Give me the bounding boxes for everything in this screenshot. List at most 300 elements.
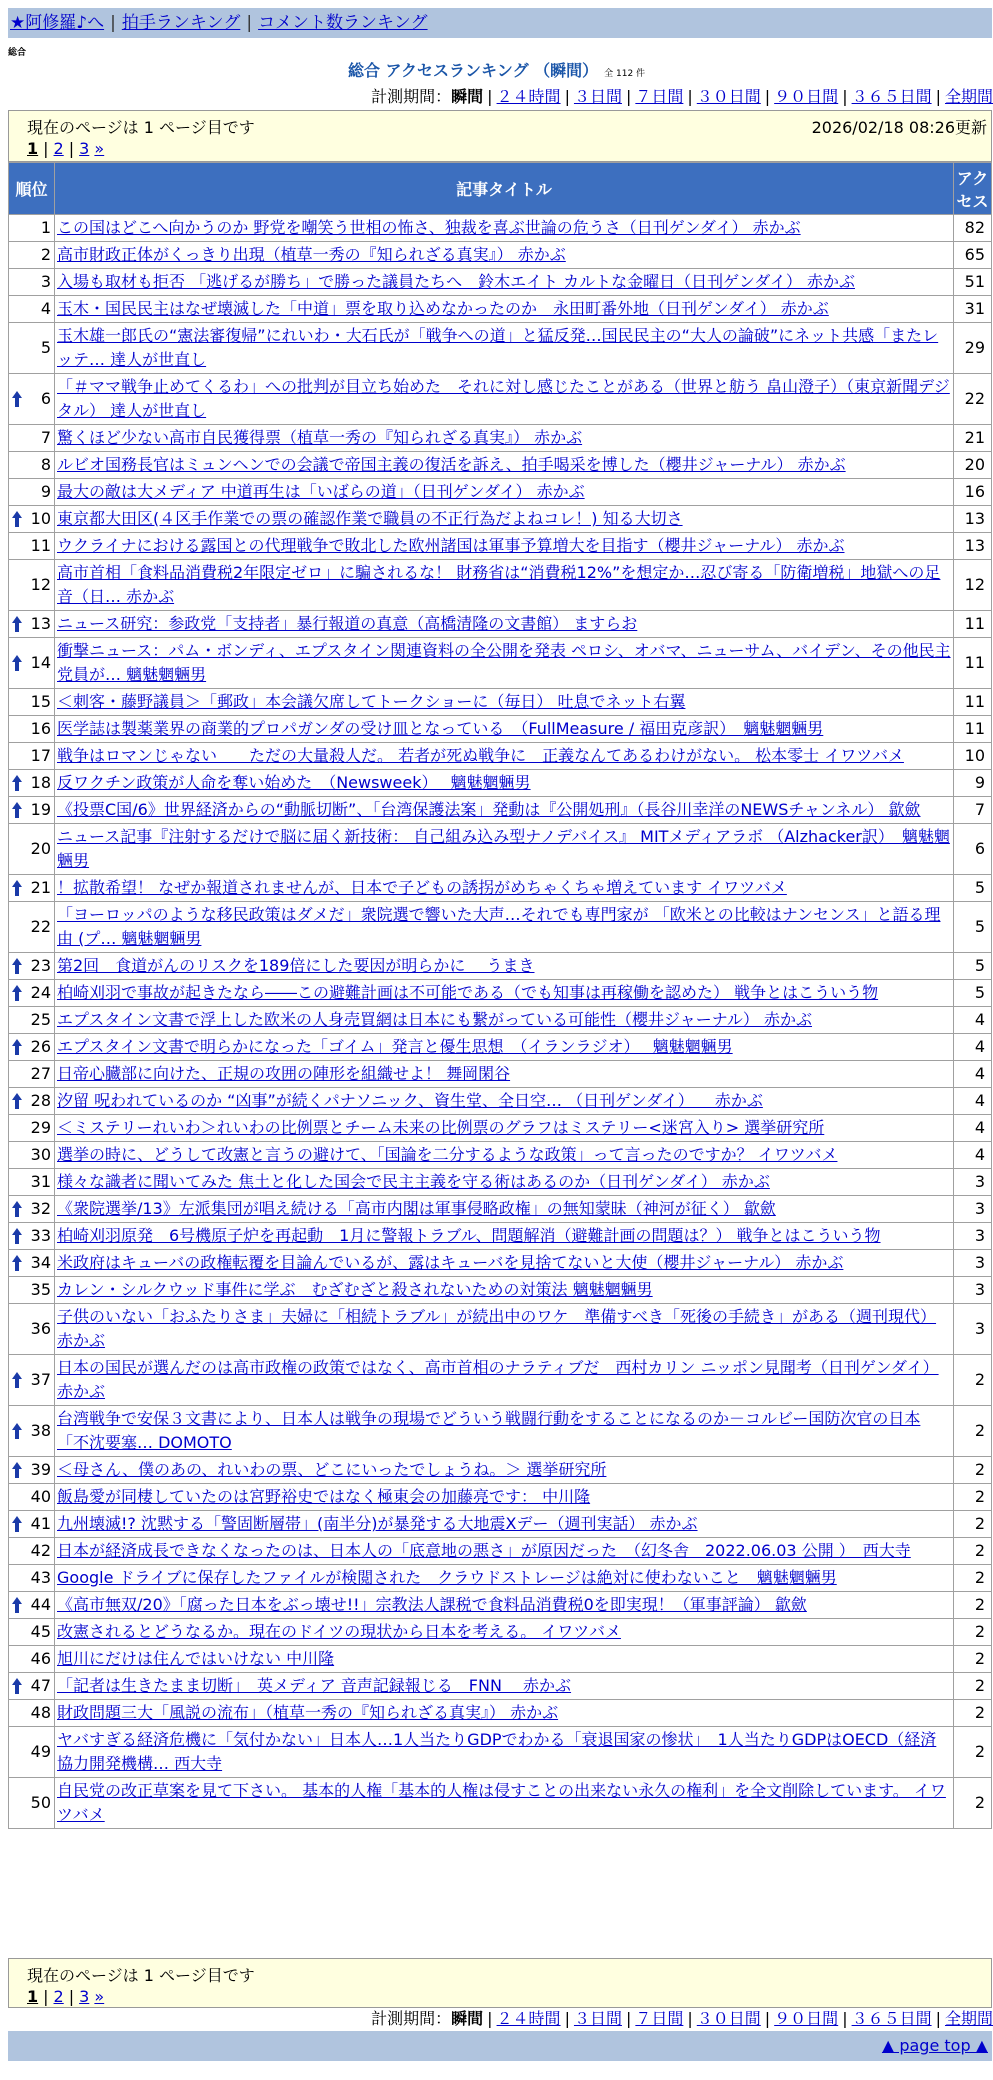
article-title-link[interactable]: 様々な識者に聞いてみた 焦土と化した国会で民主主義を守る術はあるのか（日刊ゲンダイ） 赤かぶ	[57, 1172, 770, 1191]
page-separator: |	[68, 139, 75, 158]
rank-number: 39	[30, 1460, 51, 1479]
rank-number: 6	[40, 389, 51, 408]
article-title-link[interactable]: 「ヨーロッパのような移民政策はダメだ」衆院選で響いた大声…それでも専門家が 「欧米との比較はナンセンス」と語る理由 (プ… 魑魅魍魎男	[57, 905, 941, 948]
table-row	[9, 1406, 992, 1457]
table-row	[9, 638, 992, 689]
access-count: 22	[954, 374, 992, 425]
rank-cell	[9, 770, 55, 797]
title-cell	[55, 611, 954, 638]
rank-number: 38	[30, 1421, 51, 1440]
page-title: 総合 アクセスランキング （瞬間）	[347, 61, 599, 80]
table-row	[9, 1034, 992, 1061]
access-count: 3	[954, 1169, 992, 1196]
period-separator: |	[842, 2009, 848, 2028]
rank-up-arrow-icon	[11, 654, 23, 672]
rank-up-arrow-icon	[11, 1254, 23, 1272]
access-count: 2	[954, 1406, 992, 1457]
article-title-link[interactable]: 自民党の改正草案を見て下さい。 基本的人権「基本的人権は侵すことの出来ない永久の権利」を全文削除しています。 イワツバメ	[57, 1781, 946, 1824]
access-count: 11	[954, 689, 992, 716]
rank-cell	[9, 1538, 55, 1565]
page-link[interactable]: 2	[53, 139, 64, 158]
table-row	[9, 980, 992, 1007]
access-count: 2	[954, 1619, 992, 1646]
table-row	[9, 824, 992, 875]
top-nav-link-applause-ranking[interactable]: 拍手ランキング	[121, 13, 241, 33]
article-title-link[interactable]: 「記者は生きたまま切断」 英メディア 音声記録報じる FNN 赤かぶ	[57, 1676, 572, 1695]
table-row	[9, 1250, 992, 1277]
access-count: 2	[954, 1727, 992, 1778]
article-title-link[interactable]: 最大の敵は大メディア 中道再生は「いばらの道」（日刊ゲンダイ） 赤かぶ	[57, 482, 585, 501]
period-link[interactable]: ３日間	[573, 87, 622, 106]
rank-number: 18	[30, 773, 51, 792]
rank-cell	[9, 1406, 55, 1457]
period-link[interactable]: ２４時間	[496, 87, 561, 106]
period-separator: |	[564, 87, 570, 106]
access-count: 51	[954, 269, 992, 296]
title-cell	[55, 743, 954, 770]
rank-number: 31	[30, 1172, 51, 1191]
table-row	[9, 875, 992, 902]
article-title-link[interactable]: 日帝心臓部に向けた、正規の攻囲の陣形を組織せよ！ 舞岡閑谷	[57, 1064, 511, 1083]
rank-number: 21	[30, 878, 51, 897]
rank-cell	[9, 953, 55, 980]
rank-cell	[9, 1142, 55, 1169]
rank-cell	[9, 1484, 55, 1511]
title-cell	[55, 689, 954, 716]
article-title-link[interactable]: 財政問題三大「風説の流布」（植草一秀の『知られざる真実』） 赤かぶ	[57, 1703, 559, 1722]
rank-up-arrow-icon	[11, 1677, 23, 1695]
title-cell	[55, 1592, 954, 1619]
title-cell	[55, 1277, 954, 1304]
article-title-link[interactable]: 《衆院選挙/13》左派集団が唱え続ける「高市内閣は軍事侵略政権」の無知蒙昧（神河が征く） 歙歛	[57, 1199, 776, 1218]
rank-number: 25	[30, 1010, 51, 1029]
title-cell	[55, 953, 954, 980]
title-cell	[55, 374, 954, 425]
article-title-link[interactable]: 汐留 呪われているのか “凶事”が続くパナソニック、資生堂、全日空… （日刊ゲンダイ） 赤かぶ	[57, 1091, 763, 1110]
pager-panel-bottom	[8, 1958, 992, 2008]
rank-cell	[9, 638, 55, 689]
table-row	[9, 479, 992, 506]
title-cell	[55, 506, 954, 533]
title-cell	[55, 1169, 954, 1196]
rank-cell	[9, 323, 55, 374]
access-count: 2	[954, 1355, 992, 1406]
rank-number: 7	[40, 428, 51, 447]
access-count: 2	[954, 1484, 992, 1511]
access-count: 20	[954, 452, 992, 479]
access-count: 4	[954, 1034, 992, 1061]
rank-cell	[9, 797, 55, 824]
rank-number: 46	[30, 1649, 51, 1668]
article-title-link[interactable]: ルビオ国務長官はミュンヘンでの会議で帝国主義の復活を訴え、拍手喝采を博した（櫻井ジャーナル） 赤かぶ	[57, 455, 846, 474]
rank-cell	[9, 479, 55, 506]
period-link[interactable]: ３６５日間	[851, 87, 932, 106]
access-count: 2	[954, 1457, 992, 1484]
rank-cell	[9, 1565, 55, 1592]
rank-number: 5	[40, 338, 51, 357]
table-row	[9, 797, 992, 824]
title-cell	[55, 1538, 954, 1565]
title-cell	[55, 323, 954, 374]
period-link[interactable]: ３日間	[573, 2009, 622, 2028]
table-row	[9, 1484, 992, 1511]
rank-cell	[9, 506, 55, 533]
title-cell	[55, 875, 954, 902]
table-row	[9, 215, 992, 242]
access-count: 4	[954, 1142, 992, 1169]
table-row	[9, 452, 992, 479]
table-row	[9, 743, 992, 770]
article-title-link[interactable]: 「＃ママ戦争止めてくるわ」への批判が目立ち始めた それに対し感じたことがある（世界と舫う 畠山澄子）（東京新聞デジタル） 達人が世直し	[57, 377, 950, 420]
rank-number: 29	[30, 1118, 51, 1137]
access-count: 5	[954, 875, 992, 902]
title-cell	[55, 269, 954, 296]
rank-cell	[9, 1088, 55, 1115]
rank-number: 13	[30, 614, 51, 633]
rank-up-arrow-icon	[11, 879, 23, 897]
rank-cell	[9, 689, 55, 716]
rank-cell	[9, 374, 55, 425]
title-cell	[55, 1142, 954, 1169]
article-title-link[interactable]: 戦争はロマンじゃない ただの大量殺人だ。 若者が死ぬ戦争に 正義なんてあるわけがない。 松本零士 イワツバメ	[57, 746, 904, 765]
rank-cell	[9, 1355, 55, 1406]
article-title-link[interactable]: 東京都大田区(４区手作業での票の確認作業で職員の不正行為だよねコレ！) 知る大切さ	[57, 509, 683, 528]
period-separator: |	[687, 87, 693, 106]
table-row	[9, 1169, 992, 1196]
title-cell	[55, 1007, 954, 1034]
period-current: 瞬間	[451, 2009, 484, 2028]
rank-number: 2	[40, 245, 51, 264]
rank-up-arrow-icon	[11, 390, 23, 408]
rank-cell	[9, 902, 55, 953]
rank-cell	[9, 1778, 55, 1829]
access-count: 3	[954, 1223, 992, 1250]
access-count: 29	[954, 323, 992, 374]
article-title-link[interactable]: 子供のいない「おふたりさま」夫婦に「相続トラブル」が続出中のワケ 準備すべき「死後の手続き」がある（週刊現代） 赤かぶ	[57, 1307, 937, 1350]
access-count: 9	[954, 770, 992, 797]
article-title-link[interactable]: 《投票C国/6》世界経済からの“動脈切断”、「台湾保護法案」発動は『公開処刑』（長谷川幸洋のNEWSチャンネル） 歙歛	[57, 800, 921, 819]
article-title-link[interactable]: 医学誌は製薬業界の商業的プロパガンダの受け皿となっている （FullMeasure / 福田克彦訳） 魑魅魍魎男	[57, 719, 824, 738]
article-title-link[interactable]: 選挙の時に、どうして改憲と言うの避けて、「国論を二分するような政策」って言ったのですか？ イワツバメ	[57, 1145, 838, 1164]
rank-up-arrow-icon	[11, 510, 23, 528]
period-separator: |	[764, 2009, 771, 2028]
table-row	[9, 1142, 992, 1169]
article-title-link[interactable]: ＜ミステリーれいわ＞れいわの比例票とチーム未来の比例票のグラフはミステリー<迷宮入り> 選挙研究所	[57, 1118, 825, 1137]
page-next-link[interactable]: »	[94, 1987, 105, 2006]
rank-number: 23	[30, 956, 51, 975]
rank-cell	[9, 1511, 55, 1538]
table-header-row	[9, 163, 992, 215]
title-cell	[55, 1727, 954, 1778]
rank-up-arrow-icon	[11, 1092, 23, 1110]
top-nav-link-comment-ranking[interactable]: コメント数ランキング	[258, 13, 428, 33]
period-link[interactable]: ３０日間	[696, 87, 761, 106]
title-cell	[55, 797, 954, 824]
article-title-link[interactable]: 旭川にだけは住んではいけない 中川隆	[57, 1649, 335, 1668]
ranking-table	[8, 162, 992, 1829]
pager-panel-top	[8, 110, 992, 162]
rank-cell	[9, 1196, 55, 1223]
rank-cell	[9, 980, 55, 1007]
article-title-link[interactable]: ＜刺客・藤野議員＞「郵政」本会議欠席してトークショーに（毎日） 吐息でネット右翼	[57, 692, 686, 711]
table-row	[9, 1700, 992, 1727]
rank-number: 42	[30, 1541, 51, 1560]
article-title-link[interactable]: エプスタイン文書で明らかになった「ゴイム」発言と優生思想 （イランラジオ） 魑魅魍魎男	[57, 1037, 733, 1056]
rank-up-arrow-icon	[11, 1038, 23, 1056]
rank-up-arrow-icon	[11, 1515, 23, 1533]
rank-cell	[9, 1223, 55, 1250]
title-cell	[55, 425, 954, 452]
article-title-link[interactable]: 米政府はキューバの政権転覆を目論んでいるが、露はキューバを見捨てないと大使（櫻井ジャーナル） 赤かぶ	[57, 1253, 844, 1272]
period-separator: |	[564, 2009, 570, 2028]
access-count: 2	[954, 1592, 992, 1619]
rank-number: 34	[30, 1253, 51, 1272]
column-header-title: 記事タイトル	[55, 163, 954, 215]
table-row	[9, 242, 992, 269]
title-cell	[55, 1304, 954, 1355]
page-next-link[interactable]: »	[94, 139, 105, 158]
title-cell	[55, 452, 954, 479]
table-row	[9, 323, 992, 374]
access-count: 11	[954, 611, 992, 638]
page-current: 1	[27, 139, 39, 158]
title-cell	[55, 980, 954, 1007]
page-link[interactable]: 2	[53, 1987, 64, 2006]
title-cell	[55, 1778, 954, 1829]
access-count: 4	[954, 1007, 992, 1034]
title-cell	[55, 1673, 954, 1700]
title-cell	[55, 1484, 954, 1511]
rank-cell	[9, 1007, 55, 1034]
article-title-link[interactable]: ニュース研究：参政党「支持者」暴行報道の真意（高橋清隆の文書館） ますらお	[57, 614, 638, 633]
period-current: 瞬間	[451, 87, 484, 106]
title-cell	[55, 479, 954, 506]
article-title-link[interactable]: 第2回 食道がんのリスクを189倍にした要因が明らかに うまき	[57, 956, 535, 975]
title-cell	[55, 1406, 954, 1457]
page-separator: |	[43, 139, 49, 158]
article-title-link[interactable]: ＜母さん、僕のあの、れいわの票、どこにいったでしょうね。＞ 選挙研究所	[57, 1460, 607, 1479]
total-count: 全 112 件	[604, 69, 646, 79]
breadcrumb: 総合	[8, 48, 27, 58]
access-count: 82	[954, 215, 992, 242]
article-title-link[interactable]: 反ワクチン政策が人命を奪い始めた （Newsweek） 魑魅魍魎男	[57, 773, 531, 792]
table-row	[9, 1673, 992, 1700]
access-count: 3	[954, 1304, 992, 1355]
updated-timestamp: 2026/02/18 08:26更新	[811, 118, 987, 137]
article-title-link[interactable]: 九州壊滅!? 沈黙する「警固断層帯」(南半分)が暴発する大地震Xデー（週刊実話） 赤かぶ	[57, 1514, 698, 1533]
rank-number: 9	[40, 482, 51, 501]
access-count: 2	[954, 1565, 992, 1592]
title-cell	[55, 1223, 954, 1250]
article-title-link[interactable]: エプスタイン文書で浮上した欧米の人身売買網は日本にも繋がっている可能性（櫻井ジャーナル） 赤かぶ	[57, 1010, 813, 1029]
rank-cell	[9, 1673, 55, 1700]
rank-number: 45	[30, 1622, 51, 1641]
rank-cell	[9, 1115, 55, 1142]
table-row	[9, 374, 992, 425]
access-count: 13	[954, 533, 992, 560]
period-link[interactable]: ７日間	[635, 87, 684, 106]
title-cell	[55, 1196, 954, 1223]
ranking-title-block	[0, 58, 993, 81]
period-link[interactable]: ９０日間	[774, 87, 839, 106]
access-count: 5	[954, 902, 992, 953]
table-row	[9, 1196, 992, 1223]
access-count: 65	[954, 242, 992, 269]
article-title-link[interactable]: 改憲されるとどうなるか。現在のドイツの現状から日本を考える。 イワツバメ	[57, 1622, 621, 1641]
table-row	[9, 1088, 992, 1115]
table-row	[9, 425, 992, 452]
title-cell	[55, 1700, 954, 1727]
table-row	[9, 506, 992, 533]
period-separator: |	[487, 2009, 493, 2028]
rank-up-arrow-icon	[11, 1371, 23, 1389]
period-link[interactable]: ３６５日間	[851, 2009, 932, 2028]
table-row	[9, 1007, 992, 1034]
rank-number: 36	[30, 1319, 51, 1338]
rank-cell	[9, 425, 55, 452]
access-count: 6	[954, 824, 992, 875]
title-cell	[55, 638, 954, 689]
rank-cell	[9, 1169, 55, 1196]
rank-cell	[9, 215, 55, 242]
article-title-link[interactable]: 日本の国民が選んだのは高市政権の政策ではなく、高市首相のナラティブだ 西村カリン ニッポン見聞考（日刊ゲンダイ） 赤かぶ	[57, 1358, 939, 1401]
period-link[interactable]: ９０日間	[774, 2009, 839, 2028]
rank-number: 40	[30, 1487, 51, 1506]
table-row	[9, 611, 992, 638]
title-cell	[55, 215, 954, 242]
title-cell	[55, 1457, 954, 1484]
title-cell	[55, 242, 954, 269]
period-selector-top	[371, 84, 993, 107]
rank-cell	[9, 452, 55, 479]
article-title-link[interactable]: 《高市無双/20》「腐った日本をぶっ壊せ!!」宗教法人課税で食料品消費税0を即実現！（軍事評論） 歙歛	[57, 1595, 807, 1614]
rank-up-arrow-icon	[11, 615, 23, 633]
period-link[interactable]: ３０日間	[696, 2009, 761, 2028]
table-row	[9, 1061, 992, 1088]
article-title-link[interactable]: カレン・シルクウッド事件に学ぶ むざむざと殺されないための対策法 魑魅魍魎男	[57, 1280, 653, 1299]
rank-number: 14	[30, 653, 51, 672]
period-link[interactable]: ２４時間	[496, 2009, 561, 2028]
access-count: 3	[954, 1196, 992, 1223]
title-cell	[55, 533, 954, 560]
title-cell	[55, 1646, 954, 1673]
period-separator: |	[842, 87, 848, 106]
access-count: 3	[954, 1277, 992, 1304]
table-row	[9, 1619, 992, 1646]
table-row	[9, 1457, 992, 1484]
rank-up-arrow-icon	[11, 1422, 23, 1440]
title-cell	[55, 770, 954, 797]
period-link[interactable]: ７日間	[635, 2009, 684, 2028]
article-title-link[interactable]: 玉木・国民民主はなぜ壊滅した「中道」票を取り込めなかったのか 永田町番外地（日刊ゲンダイ） 赤かぶ	[57, 299, 829, 318]
article-title-link[interactable]: 衝撃ニュース：パム・ボンディ、エプスタイン関連資料の全公開を発表 ペロシ、オバマ、ニューサム、バイデン、その他民主党員が… 魑魅魍魎男	[57, 641, 951, 684]
access-count: 3	[954, 1250, 992, 1277]
period-separator: |	[625, 2009, 632, 2028]
article-title-link[interactable]: 高市首相「食料品消費税2年限定ゼロ」に騙されるな！ 財務省は“消費税12%”を想定か…忍び寄る「防衛増税」地獄への足音（日… 赤かぶ	[57, 563, 941, 606]
article-title-link[interactable]: 柏崎刈羽原発 6号機原子炉を再起動 1月に警報トラブル、問題解消（避難計画の問題は？） 戦争とはこういう物	[57, 1226, 881, 1245]
table-row	[9, 296, 992, 323]
rank-number: 15	[30, 692, 51, 711]
rank-number: 35	[30, 1280, 51, 1299]
nav-separator: |	[246, 13, 253, 33]
article-title-link[interactable]: この国はどこへ向かうのか 野党を嘲笑う世相の怖さ、独裁を喜ぶ世論の危うさ（日刊ゲンダイ） 赤かぶ	[57, 218, 801, 237]
article-title-link[interactable]: 玉木雄一郎氏の“憲法審復帰”にれいわ・大石氏が「戦争への道」と猛反発…国民民主の“大人の論破”にネット共感「またレッテ… 達人が世直し	[57, 326, 939, 369]
access-count: 12	[954, 560, 992, 611]
access-count: 11	[954, 716, 992, 743]
page-link[interactable]: 3	[79, 1987, 90, 2006]
pagination-top	[27, 139, 104, 158]
period-label: 計測期間：	[371, 87, 452, 106]
access-count: 2	[954, 1778, 992, 1829]
period-label: 計測期間：	[371, 2009, 452, 2028]
period-separator: |	[764, 87, 771, 106]
article-title-link[interactable]: ！拡散希望！ なぜか報道されませんが、日本で子どもの誘拐がめちゃくちゃ増えています イワツバメ	[57, 878, 787, 897]
title-cell	[55, 1511, 954, 1538]
access-count: 13	[954, 506, 992, 533]
access-count: 16	[954, 479, 992, 506]
rank-number: 37	[30, 1370, 51, 1389]
period-separator: |	[487, 87, 493, 106]
article-title-link[interactable]: 驚くほど少ない高市自民獲得票（植草一秀の『知られざる真実』） 赤かぶ	[57, 428, 583, 447]
page-link[interactable]: 3	[79, 139, 90, 158]
article-title-link[interactable]: 高市財政正体がくっきり出現（植草一秀の『知られざる真実』） 赤かぶ	[57, 245, 566, 264]
article-title-link[interactable]: 入場も取材も拒否 「逃げるが勝ち」で勝った議員たちへ 鈴木エイト カルトな金曜日（日刊ゲンダイ） 赤かぶ	[57, 272, 855, 291]
access-count: 2	[954, 1673, 992, 1700]
column-header-rank: 順位	[9, 163, 55, 215]
rank-cell	[9, 1250, 55, 1277]
article-title-link[interactable]: ニュース記事『注射するだけで脳に届く新技術： 自己組み込み型ナノデバイス』 MITメディアラボ （Alzhacker訳） 魑魅魍魎男	[57, 827, 950, 870]
rank-number: 19	[30, 800, 51, 819]
period-link[interactable]: 全期間	[944, 87, 993, 106]
access-count: 4	[954, 1115, 992, 1142]
table-row	[9, 1538, 992, 1565]
period-link[interactable]: 全期間	[944, 2009, 993, 2028]
rank-cell	[9, 242, 55, 269]
rank-number: 48	[30, 1703, 51, 1722]
title-cell	[55, 560, 954, 611]
page-separator: |	[43, 1987, 49, 2006]
title-cell	[55, 902, 954, 953]
rank-number: 30	[30, 1145, 51, 1164]
rank-number: 33	[30, 1226, 51, 1245]
table-row	[9, 1511, 992, 1538]
rank-number: 28	[30, 1091, 51, 1110]
period-separator: |	[687, 2009, 693, 2028]
page-top-link[interactable]: ▲ page top ▲	[881, 2036, 988, 2055]
access-count: 5	[954, 953, 992, 980]
article-title-link[interactable]: 台湾戦争で安保３文書により、日本人は戦争の現場でどういう戦闘行動をすることになるのか－コルビー国防次官の日本「不沈要塞… DOMOTO	[57, 1409, 921, 1452]
top-navigation-bar	[8, 8, 992, 38]
title-cell	[55, 1061, 954, 1088]
top-nav-link-home[interactable]: ★阿修羅♪へ	[10, 13, 105, 33]
period-separator: |	[935, 2009, 941, 2028]
article-title-link[interactable]: ヤバすぎる経済危機に「気付かない」日本人…1人当たりGDPでわかる「衰退国家の惨状」 1人当たりGDPはOECD（経済協力開発機構… 西大寺	[57, 1730, 937, 1773]
article-title-link[interactable]: ウクライナにおける露国との代理戦争で敗北した欧州諸国は軍事予算増大を目指す（櫻井ジャーナル） 赤かぶ	[57, 536, 845, 555]
rank-up-arrow-icon	[11, 1227, 23, 1245]
rank-number: 44	[30, 1595, 51, 1614]
period-separator: |	[625, 87, 632, 106]
title-cell	[55, 1565, 954, 1592]
title-cell	[55, 716, 954, 743]
article-title-link[interactable]: 日本が経済成長できなくなったのは、日本人の「底意地の悪さ」が原因だった （幻冬舎 2022.06.03 公開 ） 西大寺	[57, 1541, 911, 1560]
article-title-link[interactable]: 柏崎刈羽で事故が起きたなら――この避難計画は不可能である（でも知事は再稼働を認めた） 戦争とはこういう物	[57, 983, 879, 1002]
article-title-link[interactable]: 飯島愛が同棲していたのは宮野裕史ではなく極東会の加藤亮です： 中川隆	[57, 1487, 591, 1506]
rank-cell	[9, 824, 55, 875]
article-title-link[interactable]: Google ドライブに保存したファイルが検閲された クラウドストレージは絶対に使わないこと 魑魅魍魎男	[57, 1568, 837, 1587]
rank-cell	[9, 1727, 55, 1778]
rank-number: 26	[30, 1037, 51, 1056]
title-cell	[55, 1115, 954, 1142]
